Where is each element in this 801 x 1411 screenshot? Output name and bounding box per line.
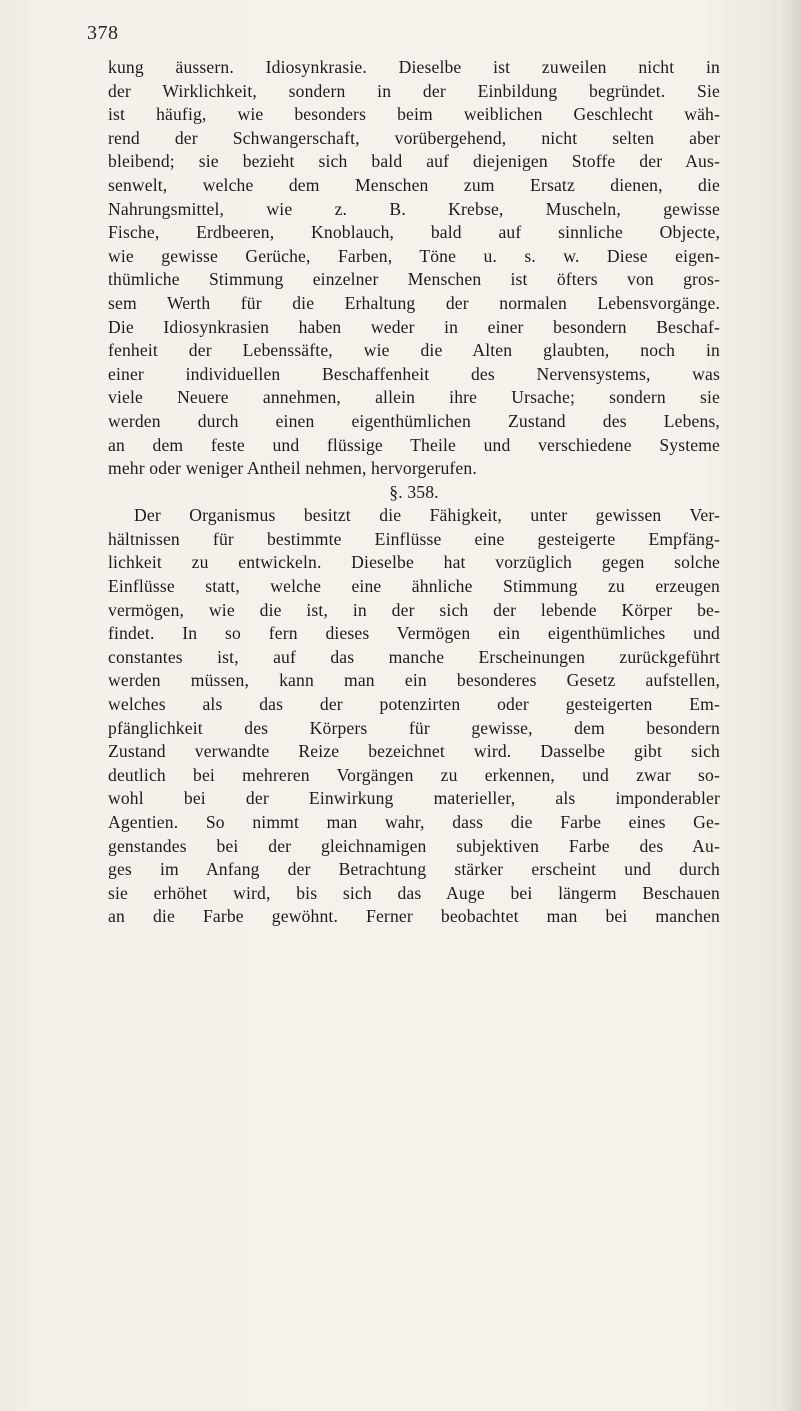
page-number: 378 bbox=[87, 22, 119, 44]
text-line: wie gewisse Gerüche, Farben, Töne u. s. w. Diese eigen- bbox=[108, 245, 720, 266]
text-line: bleibend; sie bezieht sich bald auf diejenigen Stoffe der Aus- bbox=[108, 151, 720, 172]
text-line: sie erhöhet wird, bis sich das Auge bei längerm Beschauen bbox=[108, 882, 720, 903]
text-line: lichkeit zu entwickeln. Dieselbe hat vorzüglich gegen solche bbox=[108, 552, 720, 573]
text-line: Fische, Erdbeeren, Knoblauch, bald auf sinnliche Objecte, bbox=[108, 222, 720, 243]
page-edge-shadow bbox=[779, 0, 801, 1411]
text-line: rend der Schwangerschaft, vorübergehend, nicht selten aber bbox=[108, 127, 720, 148]
text-line: werden durch einen eigenthümlichen Zustand des Lebens, bbox=[108, 410, 720, 431]
text-line: Zustand verwandte Reize bezeichnet wird. Dasselbe gibt sich bbox=[108, 741, 720, 762]
text-line: kung äussern. Idiosynkrasie. Dieselbe ist zuweilen nicht in bbox=[108, 57, 720, 77]
text-line: Der Organismus besitzt die Fähigkeit, unter gewissen Ver- bbox=[134, 505, 720, 526]
text-line: hältnissen für bestimmte Einflüsse eine gesteigerte Empfäng- bbox=[108, 528, 720, 549]
text-line: constantes ist, auf das manche Erscheinungen zurückgeführt bbox=[108, 646, 720, 667]
text-line: an die Farbe gewöhnt. Ferner beobachtet man bei manchen bbox=[108, 906, 720, 927]
text-line: Nahrungsmittel, wie z. B. Krebse, Muscheln, gewisse bbox=[108, 198, 720, 219]
text-line: ist häufig, wie besonders beim weiblichen Geschlecht wäh- bbox=[108, 104, 720, 125]
text-line: Agentien. So nimmt man wahr, dass die Farbe eines Ge- bbox=[108, 812, 720, 832]
text-line: vermögen, wie die ist, in der sich der lebende Körper be- bbox=[108, 599, 720, 620]
text-line: senwelt, welche dem Menschen zum Ersatz dienen, die bbox=[108, 174, 720, 195]
text-line: wohl bei der Einwirkung materieller, als imponderabler bbox=[108, 788, 720, 809]
text-line: fenheit der Lebenssäfte, wie die Alten glaubten, noch in bbox=[108, 340, 720, 361]
text-line: viele Neuere annehmen, allein ihre Ursache; sondern sie bbox=[108, 387, 720, 408]
text-line: Die Idiosynkrasien haben weder in einer besondern Beschaf- bbox=[108, 316, 720, 337]
text-line: Einflüsse statt, welche eine ähnliche Stimmung zu erzeugen bbox=[108, 576, 720, 597]
text-line: sem Werth für die Erhaltung der normalen Lebensvorgänge. bbox=[108, 292, 720, 313]
text-line: welches als das der potenzirten oder gesteigerten Em- bbox=[108, 694, 720, 715]
text-line: der Wirklichkeit, sondern in der Einbildung begründet. Sie bbox=[108, 80, 720, 101]
text-line: werden müssen, kann man ein besonderes Gesetz aufstellen, bbox=[108, 670, 720, 691]
text-line: an dem feste und flüssige Theile und verschiedene Systeme bbox=[108, 434, 720, 455]
text-line: thümliche Stimmung einzelner Menschen ist öfters von gros- bbox=[108, 269, 720, 290]
text-line: genstandes bei der gleichnamigen subjektiven Farbe des Au- bbox=[108, 835, 720, 856]
section-heading: §. 358. bbox=[389, 481, 439, 502]
text-line: ges im Anfang der Betrachtung stärker erscheint und durch bbox=[108, 859, 720, 880]
text-line: mehr oder weniger Antheil nehmen, hervorgerufen. bbox=[108, 458, 477, 479]
text-line: pfänglichkeit des Körpers für gewisse, dem besondern bbox=[108, 717, 720, 738]
text-line: findet. In so fern dieses Vermögen ein eigenthümliches und bbox=[108, 623, 720, 644]
text-line: einer individuellen Beschaffenheit des Nervensystems, was bbox=[108, 363, 720, 384]
body-text bbox=[108, 56, 720, 929]
text-line: deutlich bei mehreren Vorgängen zu erkennen, und zwar so- bbox=[108, 764, 720, 785]
